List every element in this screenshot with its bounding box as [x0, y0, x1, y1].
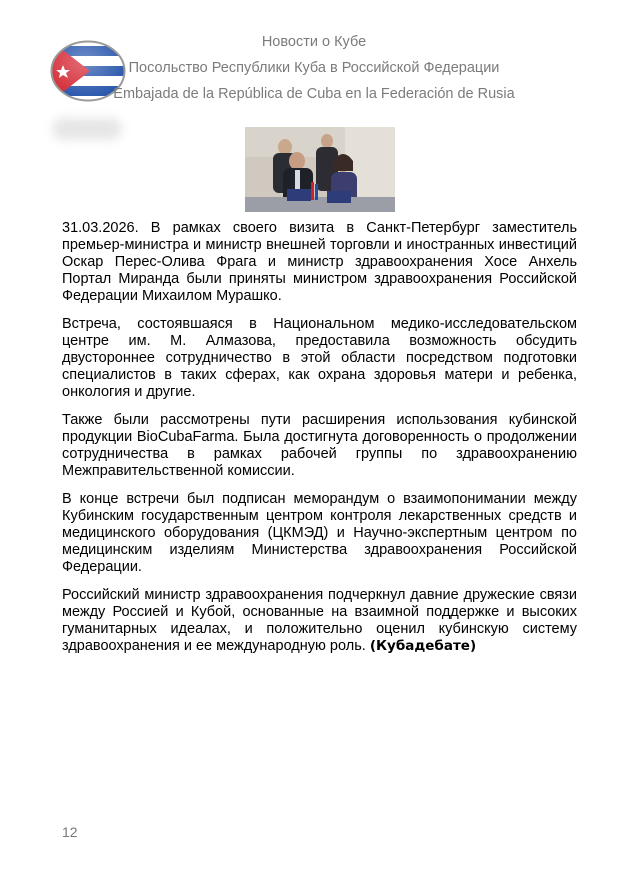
- embassy-name-ru: Посольство Республики Куба в Российской Федерации: [128, 60, 500, 76]
- embassy-name-es: Embajada de la República de Cuba en la Federación de Rusia: [113, 86, 515, 102]
- article-paragraph-5: [62, 587, 577, 655]
- article-paragraph-2: Встреча, состоявшаяся в Национальном медико-исследовательском центре им. М. Алмазова, предоставила возможность обсудить двустороннее сотрудничество в этой области посредством подготовки специалистов в таких сферах, как охрана здоровья матери и ребенка, онкология и другие.: [62, 316, 577, 400]
- article-paragraph-3: Также были рассмотрены пути расширения использования кубинской продукции BioCubaFarma. Была достигнута договоренность о продолжении сотрудничества в рамках рабочей группы по здравоохранению Межправительственной комиссии.: [62, 412, 577, 479]
- newsletter-title: Новости о Кубе: [261, 34, 367, 50]
- article-body: [62, 220, 577, 666]
- article-paragraph-5-text: Российский министр здравоохранения подчеркнул давние дружеские связи между Россией и Кубой, основанные на взаимной поддержке и высоких гуманитарных идеалах, и положительно оценил кубинскую систему здравоохранения и ее международную роль.: [62, 587, 577, 654]
- article-paragraph-4: В конце встречи был подписан меморандум о взаимопонимании между Кубинским государственным центром контроля лекарственных средств и медицинского оборудования (ЦКМЭД) и Научно-экспертным центром по медицинским изделиям Министерства здравоохранения Российской Федерации.: [62, 491, 577, 575]
- article-source: (Кубадебате): [369, 638, 477, 654]
- signing-ceremony-photo: [245, 127, 395, 212]
- article-paragraph-1: 31.03.2026. В рамках своего визита в Санкт-Петербург заместитель премьер-министра и министр внешней торговли и иностранных инвестиций Оскар Перес-Олива Фрага и министр здравоохранения Хосе Анхель Портал Миранда были приняты министром здравоохранения Российской Федерации Михаилом Мурашко.: [62, 220, 577, 304]
- blurred-mark: [52, 118, 122, 140]
- page-number: 12: [62, 824, 78, 840]
